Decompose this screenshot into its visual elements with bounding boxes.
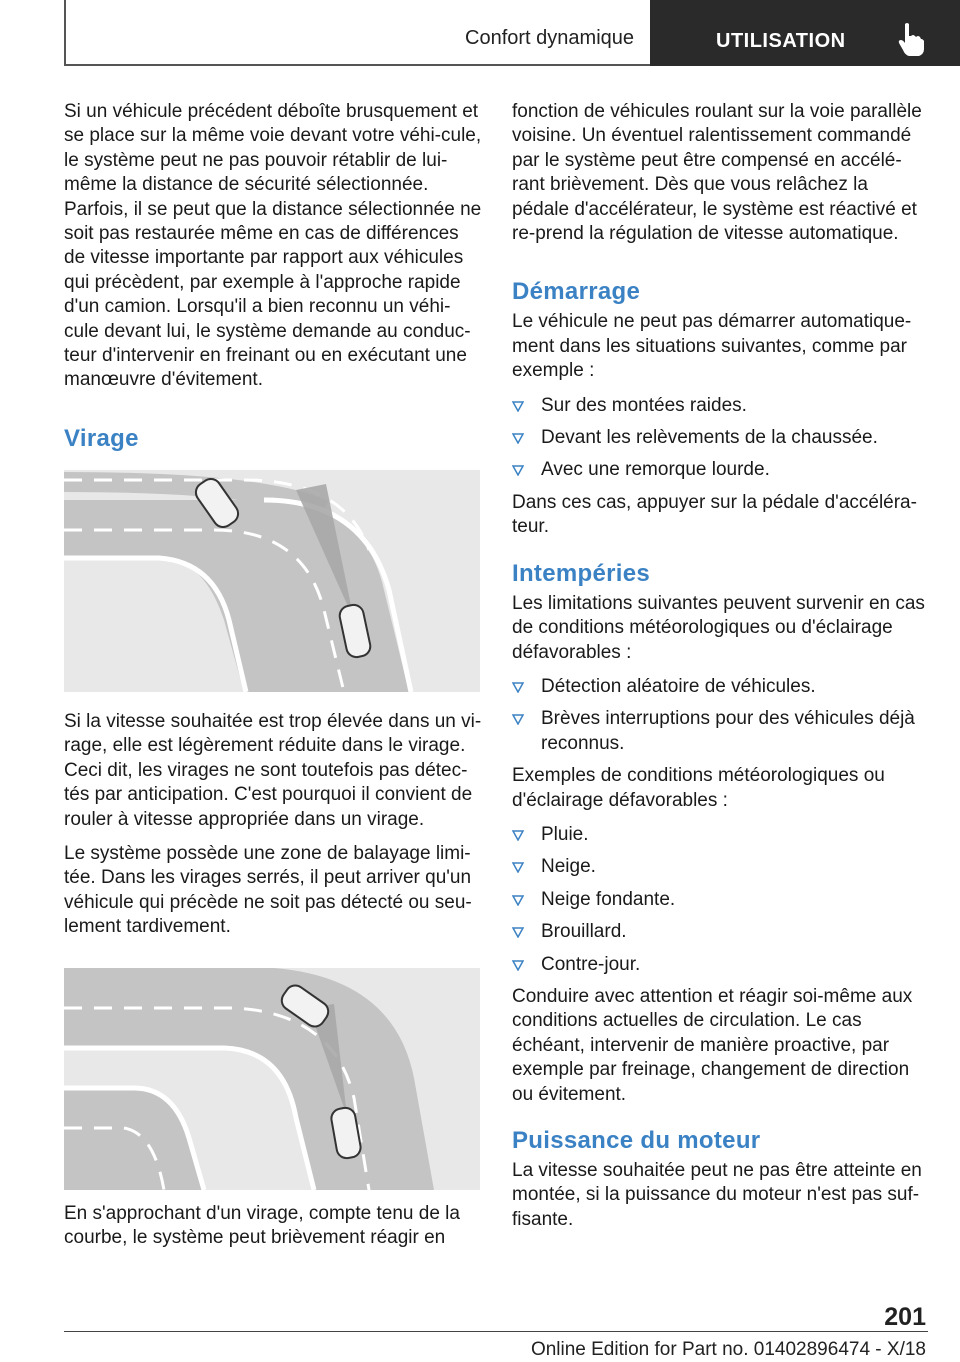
list-item: Brouillard. <box>512 920 928 944</box>
heading-intemperies: Intempéries <box>512 559 651 587</box>
list-demarrage <box>512 394 928 483</box>
list-limitations <box>512 675 928 756</box>
paragraph-scan-zone: Le système possède une zone de balayage limi‐tée. Dans les virages serrés, il peut arriver qu'un véhicule qui précède ne soit pas détecté ou seu‐lement tardivement. <box>64 842 472 938</box>
paragraph-virage-speed: Si la vitesse souhaitée est trop élevée dans un vi‐rage, elle est légèrement réduite dans le virage. Ceci dit, les virages ne sont toutefois pas détec‐tés par anticipation. C'est pourquoi il convient de rouler à vitesse appropriée dans un virage. <box>64 710 482 830</box>
curve-illustration-2 <box>64 968 480 1190</box>
paragraph-demarrage: Le véhicule ne peut pas démarrer automatique‐ment dans les situations suivantes, comme par exemple : <box>512 311 912 382</box>
triangle-bullet-icon <box>512 894 524 906</box>
paragraph-curve-approach: En s'approchant d'un virage, compte tenu de la courbe, le système peut brièvement réagir en <box>64 1202 460 1248</box>
list-item: Brèves interruptions pour des véhicules déjà reconnus. <box>512 707 928 756</box>
triangle-bullet-icon <box>512 432 524 444</box>
paragraph-intemperies: Les limitations suivantes peuvent survenir en cas de conditions météorologiques ou d'éclairage défavorables : <box>512 592 925 663</box>
list-item: Sur des montées raides. <box>512 394 928 418</box>
right-column <box>512 100 928 1242</box>
triangle-bullet-icon <box>512 926 524 938</box>
paragraph-cut-in: Si un véhicule précédent déboîte brusquement et se place sur la même voie devant votre véhi‐cule, le système peut ne pas pouvoir rétablir de lui-même la distance de sécurité sélectionnée. Parfois, il se peut que la distance sélectionnée ne soit pas restaurée même en cas de différences de vitesse importante par rapport aux véhicules qui précèdent, par exemple à l'approche rapide d'un camion. Lorsqu'il a bien reconnu un véhi‐cule devant lui, le système demande au conduc‐teur d'intervenir en freinant ou en exécutant une manœuvre d'évitement. <box>64 101 482 391</box>
list-item: Détection aléatoire de véhicules. <box>512 675 928 699</box>
footer-edition: Online Edition for Part no. 01402896474 - X/18 <box>530 1339 926 1360</box>
paragraph-puissance: La vitesse souhaitée peut ne pas être atteinte en montée, si la puissance du moteur n'est pas suf‐fisante. <box>512 1160 922 1230</box>
list-weather <box>512 823 928 977</box>
footer-rule <box>64 1331 928 1332</box>
list-item: Neige. <box>512 855 928 879</box>
triangle-bullet-icon <box>512 959 524 971</box>
paragraph-accelerator: Dans ces cas, appuyer sur la pédale d'accéléra‐teur. <box>512 491 917 538</box>
left-column <box>64 100 482 1260</box>
pointing-hand-icon <box>895 22 925 56</box>
heading-puissance: Puissance du moteur <box>512 1127 761 1154</box>
header-bottom-rule <box>64 64 650 66</box>
triangle-bullet-icon <box>512 713 524 725</box>
list-item: Pluie. <box>512 823 928 847</box>
triangle-bullet-icon <box>512 400 524 412</box>
paragraph-parallel-lane: fonction de véhicules roulant sur la voie parallèle voisine. Un éventuel ralentissement commandé par le système peut être compensé en accélé‐rant brièvement. Dès que vous relâchez la pédale d'accélérateur, le système est réactivé et re‐prend la régulation de vitesse automatique. <box>512 101 922 245</box>
paragraph-examples: Exemples de conditions météorologiques ou d'éclairage défavorables : <box>512 765 885 811</box>
curve-illustration-1 <box>64 470 480 692</box>
list-item: Contre-jour. <box>512 953 928 977</box>
page-number: 201 <box>884 1303 926 1331</box>
list-item: Devant les relèvements de la chaussée. <box>512 426 928 450</box>
triangle-bullet-icon <box>512 829 524 841</box>
header-chapter-title: UTILISATION <box>716 30 846 52</box>
triangle-bullet-icon <box>512 861 524 873</box>
triangle-bullet-icon <box>512 681 524 693</box>
paragraph-caution: Conduire avec attention et réagir soi-même aux conditions actuelles de circulation. Le cas échéant, intervenir de manière proactive, par exemple par freinage, changement de direction ou évitement. <box>512 985 913 1105</box>
header-section-title: Confort dynamique <box>465 27 634 49</box>
heading-demarrage: Démarrage <box>512 278 641 306</box>
heading-virage: Virage <box>64 424 139 452</box>
list-item: Neige fondante. <box>512 888 928 912</box>
triangle-bullet-icon <box>512 464 524 476</box>
header-chapter-tab <box>650 0 960 66</box>
list-item: Avec une remorque lourde. <box>512 458 928 482</box>
